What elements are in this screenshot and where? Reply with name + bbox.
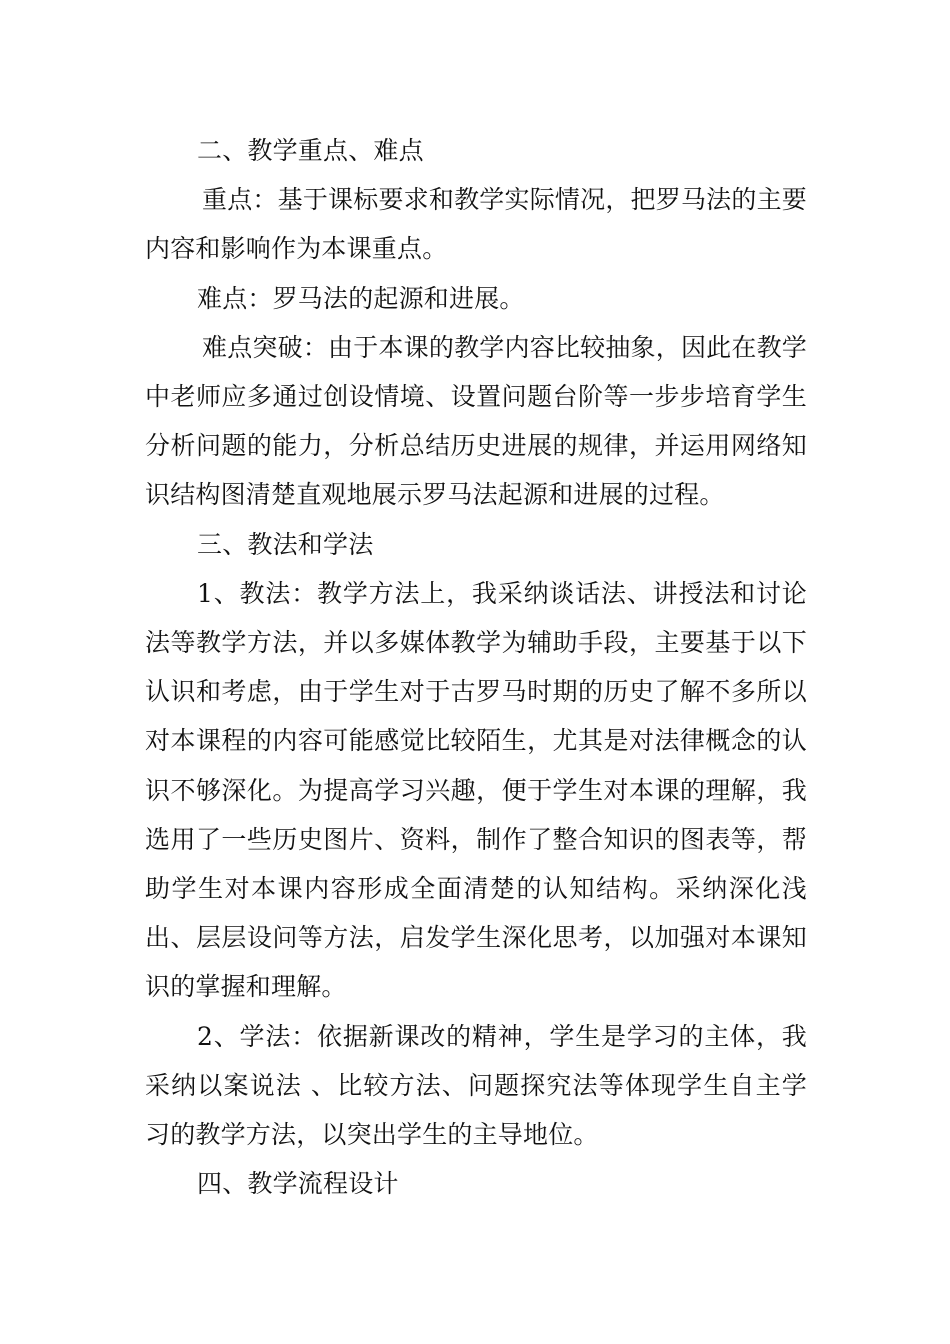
- difficulty-breakthrough-paragraph: 难点突破：由于本课的教学内容比较抽象，因此在教学中老师应多通过创设情境、设置问题台阶等一步步培育学生分析问题的能力，分析总结历史进展的规律，并运用网络知识结构图清楚直观地展示罗马法起源和进展的过程。: [145, 332, 807, 510]
- learning-method-paragraph: 2、学法：依据新课改的精神，学生是学习的主体，我采纳以案说法 、比较方法、问题探究法等体现学生自主学习的教学方法，以突出学生的主导地位。: [145, 1021, 807, 1150]
- section-heading-methods: 三、教法和学法: [197, 529, 374, 559]
- difficulty-paragraph: 难点：罗马法的起源和进展。: [197, 283, 525, 313]
- teaching-method-paragraph: 1、教法：教学方法上，我采纳谈话法、讲授法和讨论法等教学方法，并以多媒体教学为辅助手段，主要基于以下认识和考虑，由于学生对于古罗马时期的历史了解不多所以对本课程的内容可能感觉比较陌生，尤其是对法律概念的认识不够深化。为提高学习兴趣，便于学生对本课的理解，我选用了一些历史图片、资料，制作了整合知识的图表等，帮助学生对本课内容形成全面清楚的认知结构。采纳深化浅出、层层设问等方法，启发学生深化思考，以加强对本课知识的掌握和理解。: [145, 578, 807, 1002]
- document-body: [145, 126, 807, 1208]
- section-heading-teaching-key-points: 二、教学重点、难点: [197, 136, 424, 165]
- section-heading-teaching-process: 四、教学流程设计: [197, 1169, 399, 1199]
- key-point-paragraph: 重点：基于课标要求和教学实际情况，把罗马法的主要内容和影响作为本课重点。: [145, 185, 807, 264]
